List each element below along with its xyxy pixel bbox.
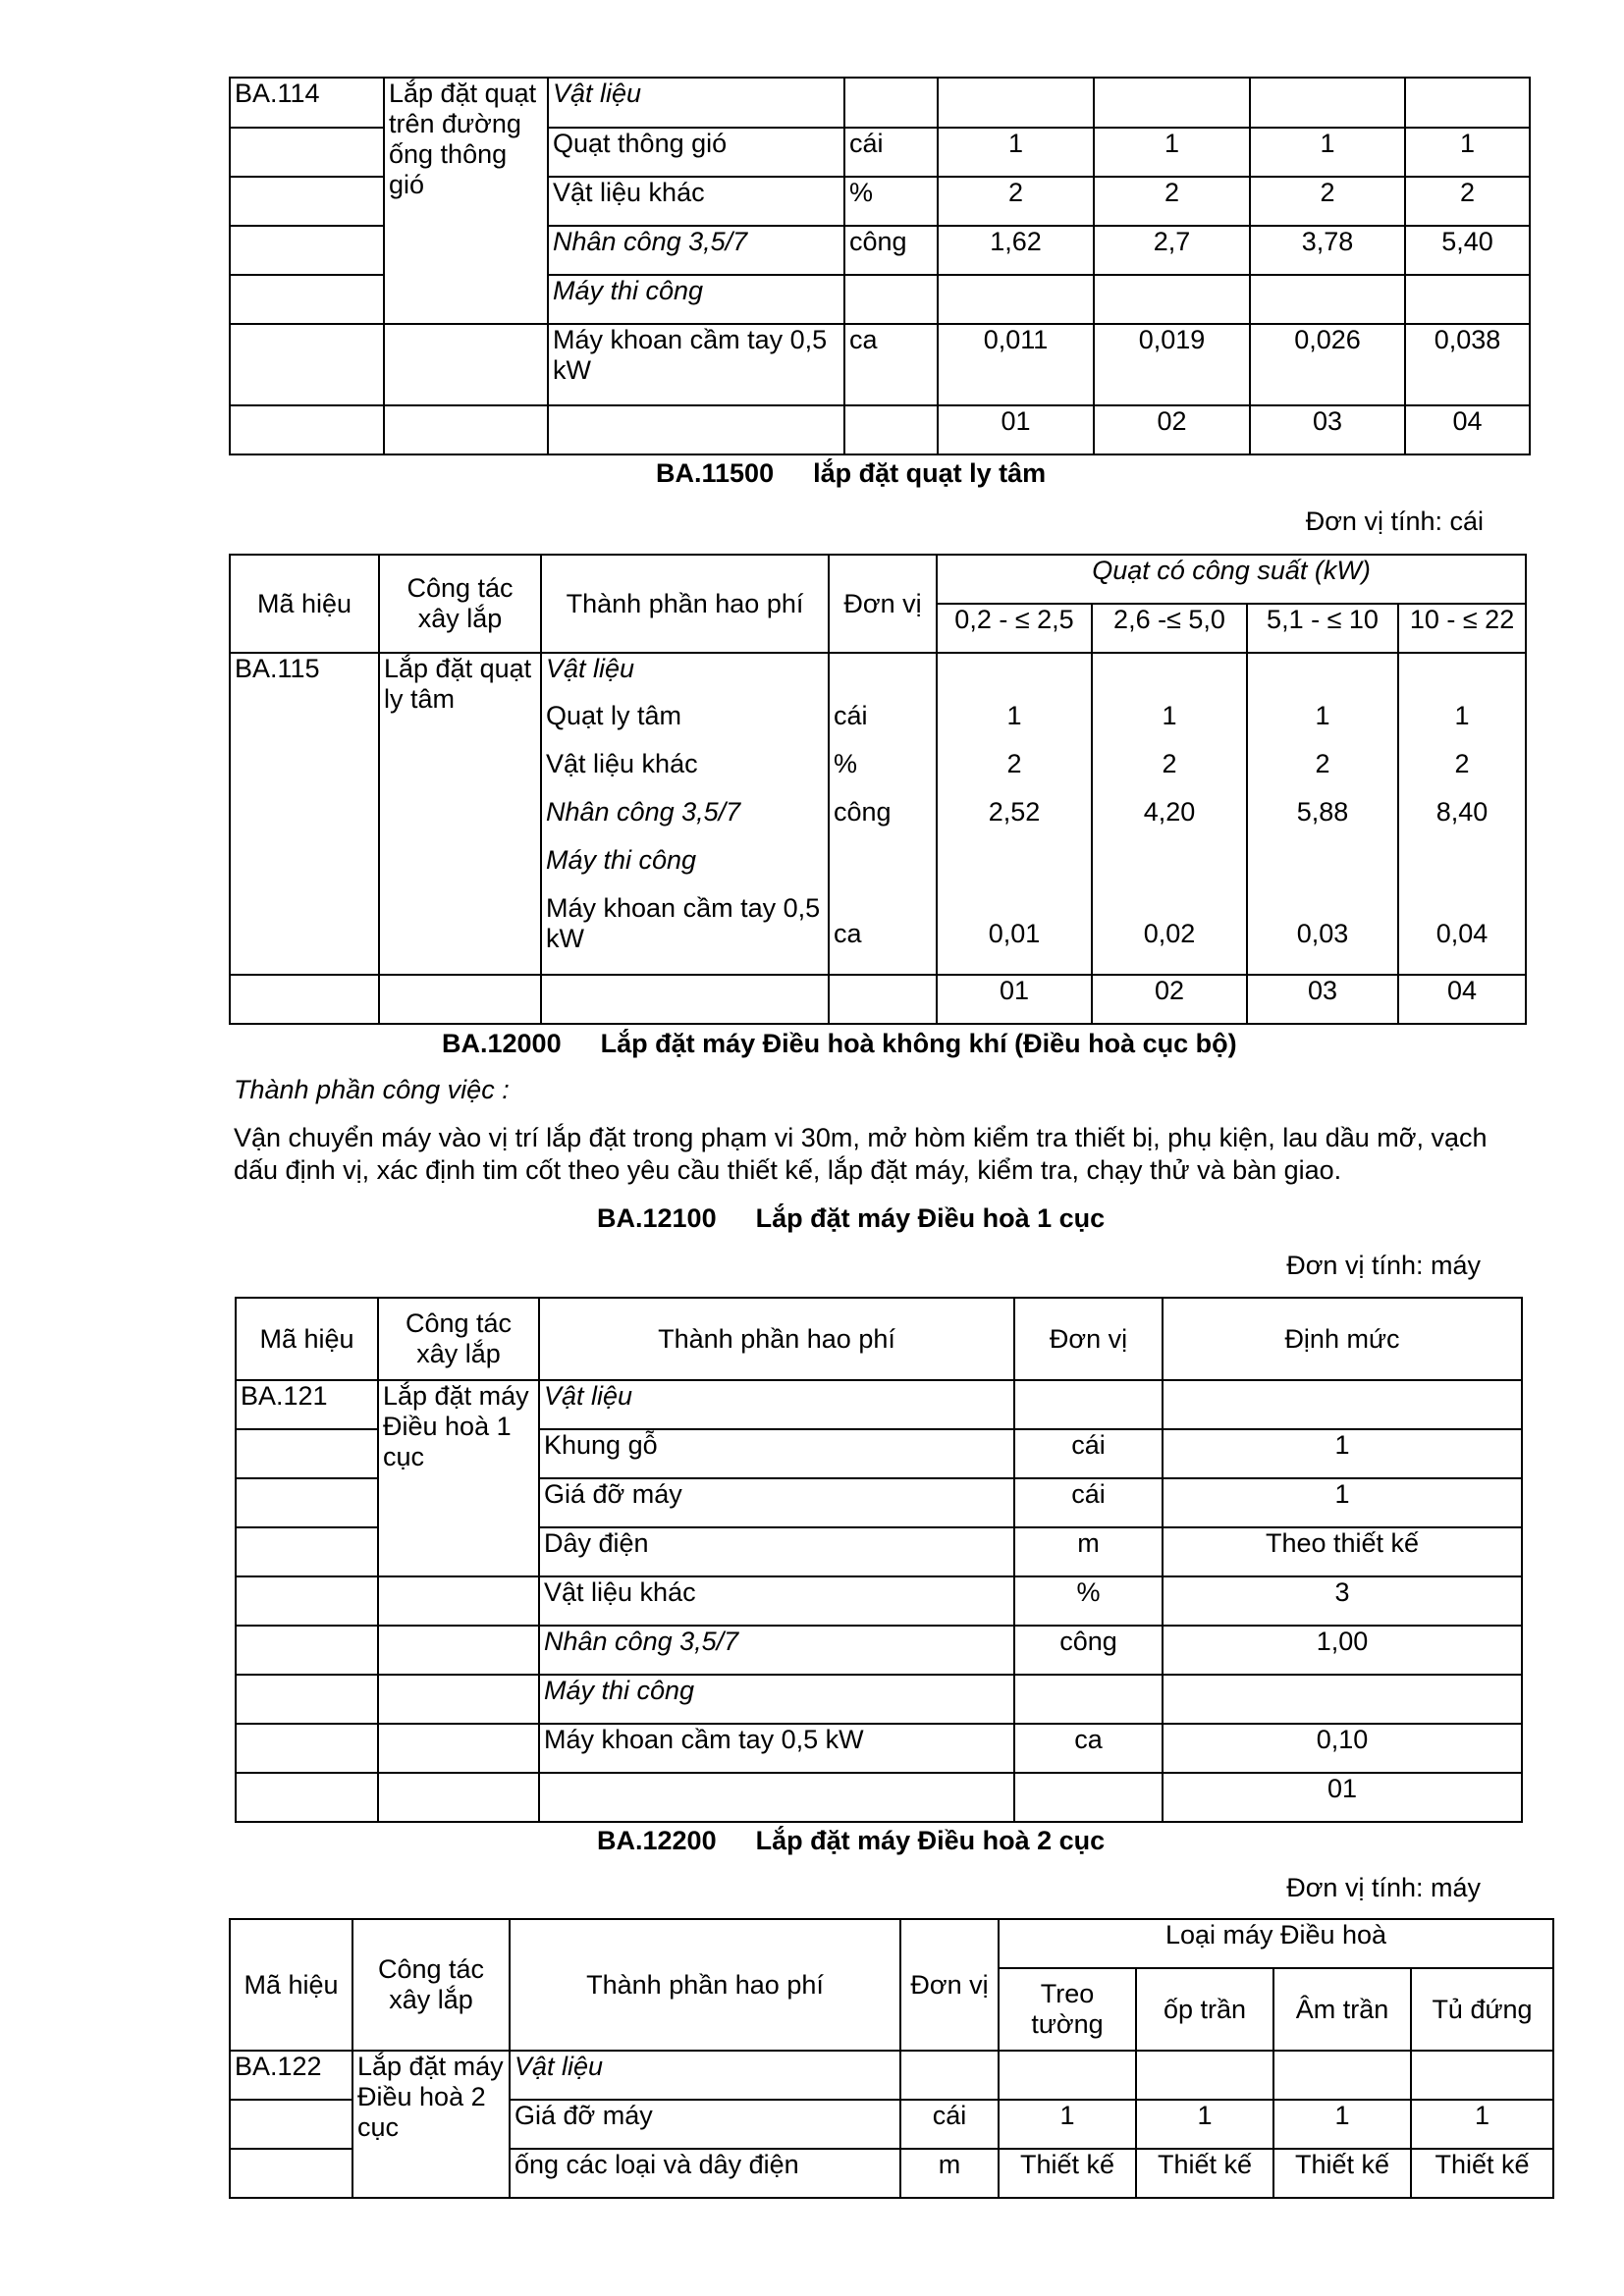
variant-code: 02 [1092,975,1247,1024]
value-cell: 0,03 [1247,893,1398,975]
component-name: Máy khoan cầm tay 0,5 kW [539,1724,1014,1773]
unit-cell: cái [1014,1429,1163,1478]
value-cell [1250,275,1405,324]
empty-cell [236,1527,378,1576]
unit-cell: m [900,2149,999,2198]
value-cell [1405,275,1530,324]
value-cell: 2 [1094,177,1250,226]
empty-cell [384,405,548,454]
code-cell: BA.115 [230,653,379,975]
section-code: BA.12100 [597,1203,717,1233]
component-name: Máy khoan cầm tay 0,5 kW [541,893,829,975]
value-cell: 0,10 [1163,1724,1522,1773]
header-unit: Đơn vị [829,555,937,653]
section-heading [597,1203,1105,1234]
value-cell: Theo thiết kế [1163,1527,1522,1576]
header-component: Thành phần hao phí [541,555,829,653]
value-cell [1398,653,1526,701]
value-cell [1250,78,1405,128]
value-cell: 5,88 [1247,797,1398,845]
header-group: Loại máy Điều hoà [999,1919,1553,1968]
section-heading [597,1826,1105,1856]
value-cell: 2,52 [937,797,1092,845]
header-norm: Định mức [1163,1298,1522,1380]
empty-cell [378,1576,539,1626]
value-cell: Thiết kế [1273,2149,1411,2198]
header-col: 2,6 -≤ 5,0 [1092,604,1247,653]
value-cell: 0,02 [1092,893,1247,975]
header-work: Công tác xây lắp [352,1919,510,2051]
component-name: Quạt thông gió [548,128,844,177]
section-heading [656,458,1046,489]
ac-one-unit-table [235,1297,1523,1823]
value-cell [937,845,1092,893]
header-col: Âm trần [1273,1968,1411,2051]
value-cell [938,78,1094,128]
header-work: Công tác xây lắp [379,555,541,653]
value-cell: 0,026 [1250,324,1405,405]
value-cell [1136,2051,1273,2100]
empty-cell [230,975,379,1024]
code-cell: BA.121 [236,1380,378,1429]
section-title: lắp đặt quạt ly tâm [813,458,1047,488]
value-cell: 1 [1163,1478,1522,1527]
centrifugal-fan-table [229,554,1527,1025]
unit-cell [844,78,938,128]
value-cell: 1 [1094,128,1250,177]
work-scope-text: Vận chuyển máy vào vị trí lắp đặt trong phạm vi 30m, mở hòm kiểm tra thiết bị, phụ kiện, lau dầu mỡ, vạch dấu định vị, xác định tim cốt theo yêu cầu thiết kế, lắp đặt máy, kiểm tra, chạy thử và bàn giao. [234,1123,1488,1185]
empty-cell [236,1773,378,1822]
value-cell [1273,2051,1411,2100]
value-cell: 1 [1136,2100,1273,2149]
unit-cell: công [1014,1626,1163,1675]
empty-cell [230,177,384,226]
header-group: Quạt có công suất (kW) [937,555,1526,604]
empty-cell [378,1675,539,1724]
component-name: Vật liệu khác [541,749,829,797]
value-cell: Thiết kế [1136,2149,1273,2198]
work-cell: Lắp đặt quạt ly tâm [379,653,541,975]
component-name: Giá đỡ máy [510,2100,900,2149]
component-name: Máy thi công [539,1675,1014,1724]
empty-cell [236,1478,378,1527]
variant-code: 03 [1247,975,1398,1024]
section-code: BA.11500 [656,458,775,488]
value-cell [938,275,1094,324]
header-component: Thành phần hao phí [539,1298,1014,1380]
component-name: Vật liệu [548,78,844,128]
value-cell [1163,1675,1522,1724]
unit-cell: % [829,749,937,797]
unit-cell: ca [844,324,938,405]
unit-cell: cái [900,2100,999,2149]
section-title: Lắp đặt máy Điều hoà không khí (Điều hoà cục bộ) [600,1029,1237,1058]
value-cell: 1 [937,701,1092,749]
empty-cell [230,324,384,405]
unit-cell: cái [1014,1478,1163,1527]
value-cell [1247,845,1398,893]
section-title: Lắp đặt máy Điều hoà 2 cục [755,1826,1106,1855]
header-work: Công tác xây lắp [378,1298,539,1380]
header-col: 5,1 - ≤ 10 [1247,604,1398,653]
unit-cell [844,275,938,324]
value-cell: 2 [1398,749,1526,797]
component-name: Vật liệu khác [539,1576,1014,1626]
variant-code: 03 [1250,405,1405,454]
unit-note: Đơn vị tính: cái [1305,507,1484,536]
variant-code: 01 [938,405,1094,454]
component-name: Máy thi công [541,845,829,893]
value-cell [1092,845,1247,893]
unit-note: Đơn vị tính: máy [1286,1873,1481,1902]
unit-cell [1014,1380,1163,1429]
header-col: 0,2 - ≤ 2,5 [937,604,1092,653]
work-cell: Lắp đặt máy Điều hoà 1 cục [378,1380,539,1576]
unit-cell: công [844,226,938,275]
value-cell: Thiết kế [999,2149,1136,2198]
unit-cell: m [1014,1527,1163,1576]
empty-cell [230,275,384,324]
value-cell: 1 [1250,128,1405,177]
header-code: Mã hiệu [230,555,379,653]
empty-cell [236,1675,378,1724]
empty-cell [541,975,829,1024]
value-cell: Thiết kế [1411,2149,1553,2198]
variant-code: 04 [1405,405,1530,454]
empty-cell [378,1724,539,1773]
component-name: Dây điện [539,1527,1014,1576]
value-cell: 0,04 [1398,893,1526,975]
unit-cell: % [1014,1576,1163,1626]
value-cell: 2 [1092,749,1247,797]
value-cell [1092,653,1247,701]
component-name: Giá đỡ máy [539,1478,1014,1527]
value-cell [1094,78,1250,128]
code-cell: BA.122 [230,2051,352,2100]
value-cell: 1 [1092,701,1247,749]
value-cell: 1 [1273,2100,1411,2149]
value-cell: 1 [1411,2100,1553,2149]
work-cell: Lắp đặt máy Điều hoà 2 cục [352,2051,510,2198]
component-name: Vật liệu [510,2051,900,2100]
empty-cell [548,405,844,454]
value-cell: 2 [1247,749,1398,797]
header-unit: Đơn vị [1014,1298,1163,1380]
variant-code: 01 [937,975,1092,1024]
value-cell: 0,011 [938,324,1094,405]
ac-two-unit-table [229,1918,1554,2199]
value-cell: 2,7 [1094,226,1250,275]
empty-cell [236,1576,378,1626]
component-name: ống các loại và dây điện [510,2149,900,2198]
value-cell: 1 [999,2100,1136,2149]
empty-cell [539,1773,1014,1822]
variant-code: 02 [1094,405,1250,454]
variant-code: 01 [1163,1773,1522,1822]
unit-cell: ca [1014,1724,1163,1773]
empty-cell [378,1626,539,1675]
value-cell: 0,038 [1405,324,1530,405]
value-cell [1398,845,1526,893]
component-name: Nhân công 3,5/7 [539,1626,1014,1675]
header-col: Treo tường [999,1968,1136,2051]
value-cell: 2 [1250,177,1405,226]
value-cell [1163,1380,1522,1429]
component-name: Nhân công 3,5/7 [541,797,829,845]
header-code: Mã hiệu [230,1919,352,2051]
unit-cell [829,653,937,701]
empty-cell [384,324,548,405]
empty-cell [236,1429,378,1478]
section-code: BA.12200 [597,1826,717,1855]
code-cell: BA.114 [230,78,384,128]
value-cell: 5,40 [1405,226,1530,275]
empty-cell [230,226,384,275]
value-cell [937,653,1092,701]
value-cell: 2 [1405,177,1530,226]
value-cell: 4,20 [1092,797,1247,845]
value-cell: 2 [938,177,1094,226]
value-cell [1247,653,1398,701]
unit-cell [1014,1675,1163,1724]
component-name: Khung gỗ [539,1429,1014,1478]
value-cell: 3 [1163,1576,1522,1626]
value-cell: 0,01 [937,893,1092,975]
value-cell [999,2051,1136,2100]
value-cell [1094,275,1250,324]
empty-cell [829,975,937,1024]
variant-code: 04 [1398,975,1526,1024]
fan-duct-table [229,77,1531,455]
header-code: Mã hiệu [236,1298,378,1380]
component-name: Máy thi công [548,275,844,324]
component-name: Máy khoan cầm tay 0,5 kW [548,324,844,405]
value-cell: 3,78 [1250,226,1405,275]
unit-cell: công [829,797,937,845]
section-heading [442,1029,1237,1059]
empty-cell [230,405,384,454]
empty-cell [230,2100,352,2149]
section-code: BA.12000 [442,1029,562,1058]
value-cell: 2 [937,749,1092,797]
component-name: Vật liệu khác [548,177,844,226]
value-cell [1405,78,1530,128]
component-name: Quạt ly tâm [541,701,829,749]
value-cell: 1,00 [1163,1626,1522,1675]
unit-cell: % [844,177,938,226]
empty-cell [230,2149,352,2198]
work-scope-label: Thành phần công việc : [234,1075,510,1104]
component-name: Vật liệu [541,653,829,701]
header-col: ốp trần [1136,1968,1273,2051]
empty-cell [1014,1773,1163,1822]
work-cell: Lắp đặt quạt trên đường ống thông gió [384,78,548,324]
value-cell: 8,40 [1398,797,1526,845]
value-cell [1411,2051,1553,2100]
component-name: Vật liệu [539,1380,1014,1429]
value-cell: 0,019 [1094,324,1250,405]
header-col: Tủ đứng [1411,1968,1553,2051]
value-cell: 1 [1405,128,1530,177]
value-cell: 1 [1163,1429,1522,1478]
header-unit: Đơn vị [900,1919,999,2051]
unit-note: Đơn vị tính: máy [1286,1251,1481,1280]
header-col: 10 - ≤ 22 [1398,604,1526,653]
unit-cell: cái [844,128,938,177]
value-cell: 1 [1247,701,1398,749]
empty-cell [236,1724,378,1773]
value-cell: 1 [938,128,1094,177]
empty-cell [844,405,938,454]
unit-cell: cái [829,701,937,749]
header-component: Thành phần hao phí [510,1919,900,2051]
unit-cell: ca [829,893,937,975]
unit-cell [829,845,937,893]
section-title: Lắp đặt máy Điều hoà 1 cục [755,1203,1106,1233]
value-cell: 1,62 [938,226,1094,275]
empty-cell [379,975,541,1024]
empty-cell [236,1626,378,1675]
component-name: Nhân công 3,5/7 [548,226,844,275]
value-cell: 1 [1398,701,1526,749]
empty-cell [230,128,384,177]
unit-cell [900,2051,999,2100]
empty-cell [378,1773,539,1822]
